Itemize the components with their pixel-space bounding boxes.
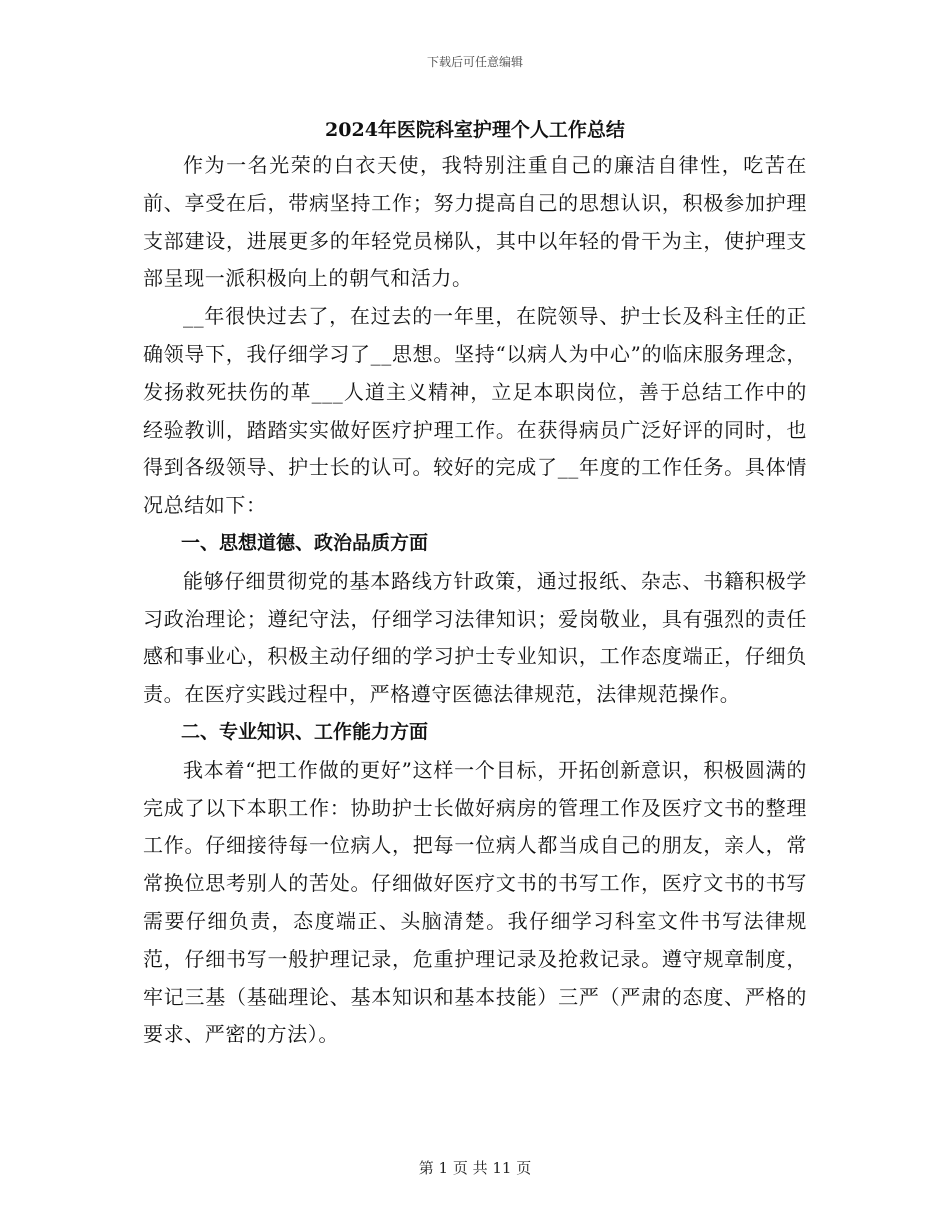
paragraph-intro: 作为一名光荣的白衣天使，我特别注重自己的廉洁自律性，吃苦在前、享受在后，带病坚持工作；努力提高自己的思想认识，积极参加护理支部建设，进展更多的年轻党员梯队，其中以年轻的骨干为主，使护理支部呈现一派积极向上的朝气和活力。	[143, 153, 807, 291]
section-heading-ideology: 一、思想道德、政治品质方面	[181, 531, 429, 554]
page-number: 第 1 页 共 11 页	[418, 1159, 532, 1177]
document-body	[143, 147, 807, 1054]
paragraph-ideology: 能够仔细贯彻党的基本路线方针政策，通过报纸、杂志、书籍积极学习政治理论；遵纪守法，仔细学习法律知识；爱岗敬业，具有强烈的责任感和事业心，积极主动仔细的学习护士专业知识，工作态度端正，仔细负责。在医疗实践过程中，严格遵守医德法律规范，法律规范操作。	[143, 568, 807, 707]
paragraph-summary: __年很快过去了，在过去的一年里，在院领导、护士长及科主任的正确领导下，我仔细学习了__思想。坚持“以病人为中心”的临床服务理念，发扬救死扶伤的革___人道主义精神，立足本职岗位，善于总结工作中的经验教训，踏踏实实做好医疗护理工作。在获得病员广泛好评的同时，也得到各级领导、护士长的认可。较好的完成了__年度的工作任务。具体情况总结如下：	[143, 304, 807, 518]
document-title: 2024年医院科室护理个人工作总结	[325, 119, 625, 141]
paragraph-professional: 我本着“把工作做的更好”这样一个目标，开拓创新意识，积极圆满的完成了以下本职工作：协助护士长做好病房的管理工作及医疗文书的整理工作。仔细接待每一位病人，把每一位病人都当成自己的朋友，亲人，常常换位思考别人的苦处。仔细做好医疗文书的书写工作，医疗文书的书写需要仔细负责，态度端正、头脑清楚。我仔细学习科室文件书写法律规范，仔细书写一般护理记录，危重护理记录及抢救记录。遵守规章制度，牢记三基（基础理论、基本知识和基本技能）三严（严肃的态度、严格的要求、严密的方法）。	[143, 757, 807, 1047]
section-heading-professional: 二、专业知识、工作能力方面	[181, 720, 429, 743]
page-header-note: 下载后可任意编辑	[426, 55, 523, 69]
